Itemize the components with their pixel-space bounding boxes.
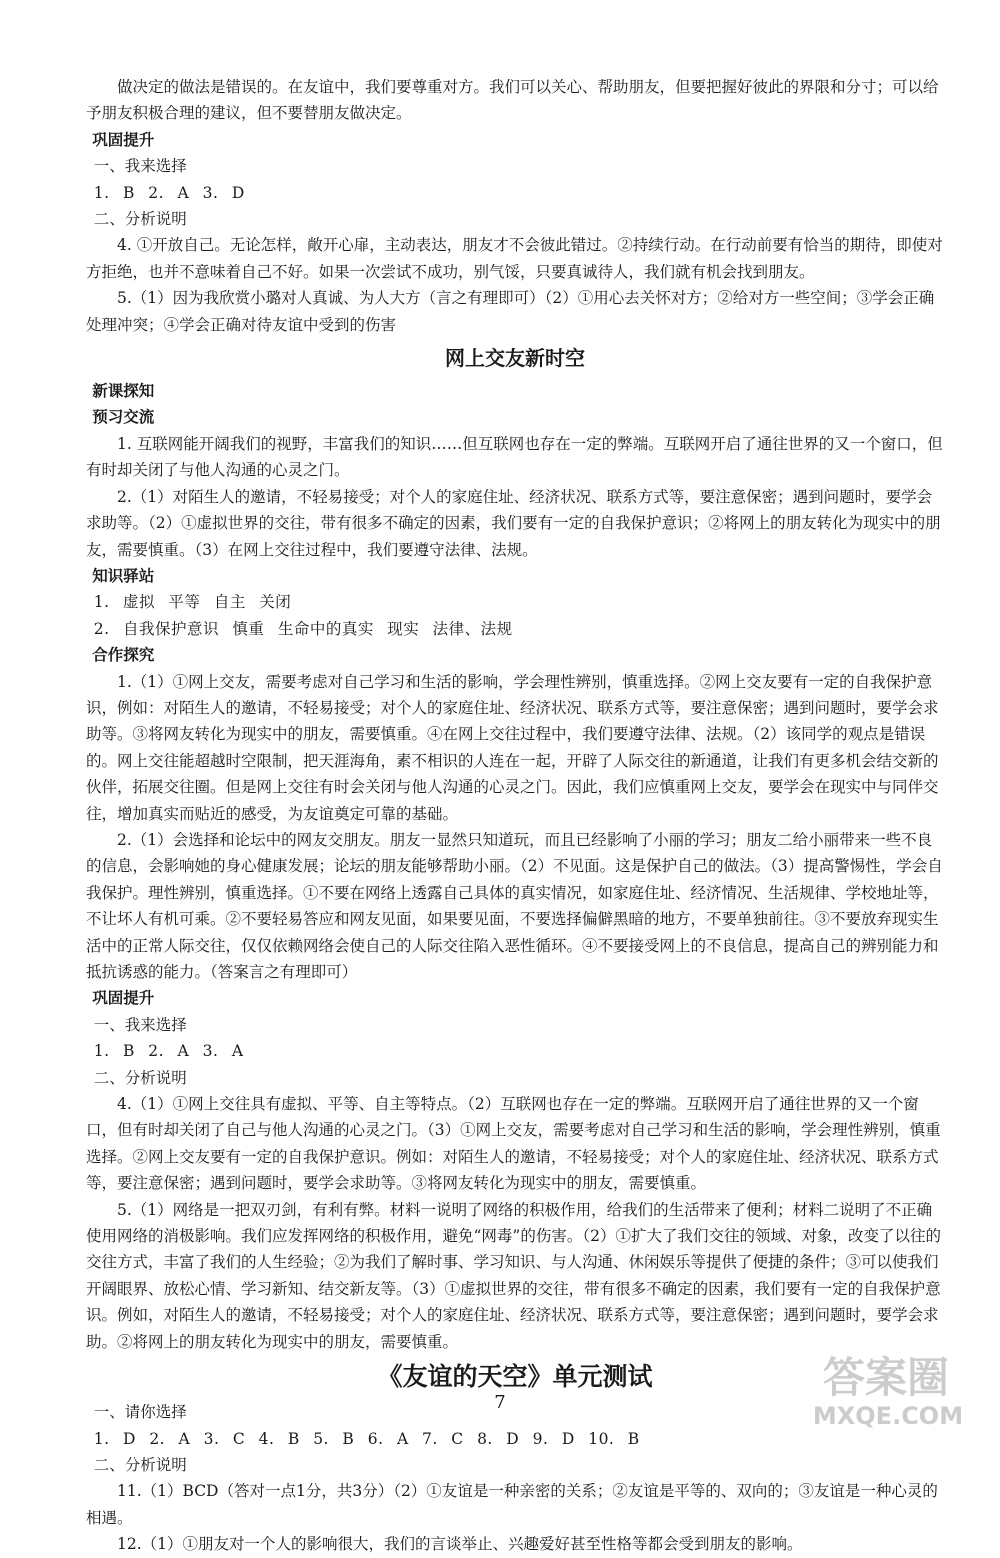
subsection-label: 二、分析说明 xyxy=(93,1455,187,1474)
paragraph: 12.（1）①朋友对一个人的影响很大，我们的言谈举止、兴趣爱好甚至性格等都会受到朋友的影响。 xyxy=(117,1535,803,1554)
answer-line: 2. 自我保护意识 慎重 生命中的真实 现实 法律、法规 xyxy=(93,619,513,638)
subsection-label: 一、我来选择 xyxy=(93,1015,187,1034)
paragraph: 1. 互联网能开阔我们的视野，丰富我们的知识……但互联网也存在一定的弊端。互联网开启了通往世界的又一个窗口，但有时却关闭了与他人沟通的心灵之门。 xyxy=(86,434,943,480)
section-heading: 合作探究 xyxy=(92,646,155,665)
watermark-logo xyxy=(768,1340,978,1432)
page-content xyxy=(86,74,944,1558)
answer-line: 1. B 2. A 3. D xyxy=(93,183,245,202)
subsection-label: 二、分析说明 xyxy=(93,210,187,229)
section-heading: 知识驿站 xyxy=(92,566,155,585)
section-heading: 预习交流 xyxy=(92,408,155,427)
subsection-label: 一、请你选择 xyxy=(93,1403,187,1422)
section-heading: 巩固提升 xyxy=(92,130,155,149)
paragraph: 2.（1）会选择和论坛中的网友交朋友。朋友一显然只知道玩，而且已经影响了小丽的学习；朋友二给小丽带来一些不良的信息，会影响她的身心健康发展；论坛的朋友能够帮助小丽。（2）不见面。这是保护自己的做法。（3）提高警惕性，学会自我保护。理性辨别，慎重选择。①不要在网络上透露自己具体的真实情况，如家庭住址、经济情况、生活规律、学校地址等，不让坏人有机可乘。②不要轻易答应和网友见面，如果要见面，不要选择偏僻黑暗的地方，不要单独前往。③不要放弃现实生活中的正常人际交往，仅仅依赖网络会使自己的人际交往陷入恶性循环。④不要接受网上的不良信息，提高自己的辨别能力和抵抗诱惑的能力。（答案言之有理即可） xyxy=(86,830,943,981)
paragraph: 5.（1）网络是一把双刃剑，有利有弊。材料一说明了网络的积极作用，给我们的生活带来了便利；材料二说明了不正确使用网络的消极影响。我们应发挥网络的积极作用，避免“网毒”的伤害。（2）①扩大了我们交往的领域、对象，改变了以往的交往方式，丰富了我们的人生经验；②为我们了解时事、学习知识、与人沟通、休闲娱乐等提供了便捷的条件；③可以使我们开阔眼界、放松心情、学习新知、结交新友等。（3）①虚拟世界的交往，带有很多不确定的因素，我们要有一定的自我保护意识。例如，对陌生人的邀请，不轻易接受；对个人的家庭住址、经济状况、联系方式等，要注意保密；遇到问题时，要学会求助。②将网上的朋友转化为现实中的朋友，需要慎重。 xyxy=(86,1200,941,1351)
paragraph: 4. ①开放自己。无论怎样，敞开心扉，主动表达，朋友才不会彼此错过。②持续行动。在行动前要有恰当的期待，即使对方拒绝，也并不意味着自己不好。如果一次尝试不成功，别气馁，只要真诚待人，我们就有机会找到朋友。 xyxy=(86,236,943,281)
watermark-url: MXQE.COM xyxy=(812,1402,964,1430)
section-heading: 巩固提升 xyxy=(92,989,155,1008)
answer-line: 1. 虚拟 平等 自主 关闭 xyxy=(93,593,292,612)
paragraph: 1.（1）①网上交友，需要考虑对自己学习和生活的影响，学会理性辨别，慎重选择。②网上交友要有一定的自我保护意识，例如：对陌生人的邀请，不轻易接受；对个人的家庭住址、经济状况、联系方式等，要注意保密；遇到问题时，要学会求助等。③将网友转化为现实中的朋友，需要慎重。④在网上交往过程中，我们要遵守法律、法规。（2）该同学的观点是错误的。网上交往能超越时空限制，把天涯海角，素不相识的人连在一起，开辟了人际交往的新通道，让我们有更多机会结交新的伙伴，拓展交往圈。但是网上交往有时会关闭与他人沟通的心灵之门。因此，我们应慎重网上交友，要学会在现实中与同伴交往，增加真实而贴近的感受，为友谊奠定可靠的基础。 xyxy=(86,672,939,823)
answer-line: 1. D 2. A 3. C 4. B 5. B 6. A 7. C 8. D 9. D 10. B xyxy=(93,1429,640,1448)
unit-test-title: 《友谊的天空》单元测试 xyxy=(377,1362,653,1392)
lesson-title: 网上交友新时空 xyxy=(445,346,585,371)
watermark-text: 答案圈 xyxy=(822,1353,950,1402)
subsection-label: 二、分析说明 xyxy=(93,1068,187,1087)
paragraph: 11.（1）BCD（答对一点1分，共3分）（2）①友谊是一种亲密的关系；②友谊是平等的、双向的；③友谊是一种心灵的相遇。 xyxy=(86,1482,938,1527)
page-number: 7 xyxy=(494,1392,506,1413)
paragraph: 2.（1）对陌生人的邀请，不轻易接受；对个人的家庭住址、经济状况、联系方式等，要注意保密；遇到问题时，要学会求助等。（2）①虚拟世界的交往，带有很多不确定的因素，我们要有一定的自我保护意识；②将网上的朋友转化为现实中的朋友，需要慎重。（3）在网上交往过程中，我们要遵守法律、法规。 xyxy=(86,487,941,559)
paragraph: 做决定的做法是错误的。在友谊中，我们要尊重对方。我们可以关心、帮助朋友，但要把握好彼此的界限和分寸；可以给予朋友积极合理的建议，但不要替朋友做决定。 xyxy=(86,78,939,123)
section-heading: 新课探知 xyxy=(92,382,155,401)
paragraph: 5.（1）因为我欣赏小璐对人真诚、为人大方（言之有理即可）（2）①用心去关怀对方；②给对方一些空间；③学会正确处理冲突；④学会正确对待友谊中受到的伤害 xyxy=(86,289,935,334)
paragraph: 4.（1）①网上交往具有虚拟、平等、自主等特点。（2）互联网也存在一定的弊端。互联网开启了通往世界的又一个窗口，但有时却关闭了自己与他人沟通的心灵之门。（3）①网上交友，需要考虑对自己学习和生活的影响，学会理性辨别，慎重选择。②网上交友要有一定的自我保护意识。例如：对陌生人的邀请，不轻易接受；对个人的家庭住址、经济状况、联系方式等，要注意保密；遇到问题时，要学会求助等。③将网友转化为现实中的朋友，需要慎重。 xyxy=(86,1095,941,1193)
answer-line: 1. B 2. A 3. A xyxy=(93,1042,244,1061)
subsection-label: 一、我来选择 xyxy=(93,157,187,176)
